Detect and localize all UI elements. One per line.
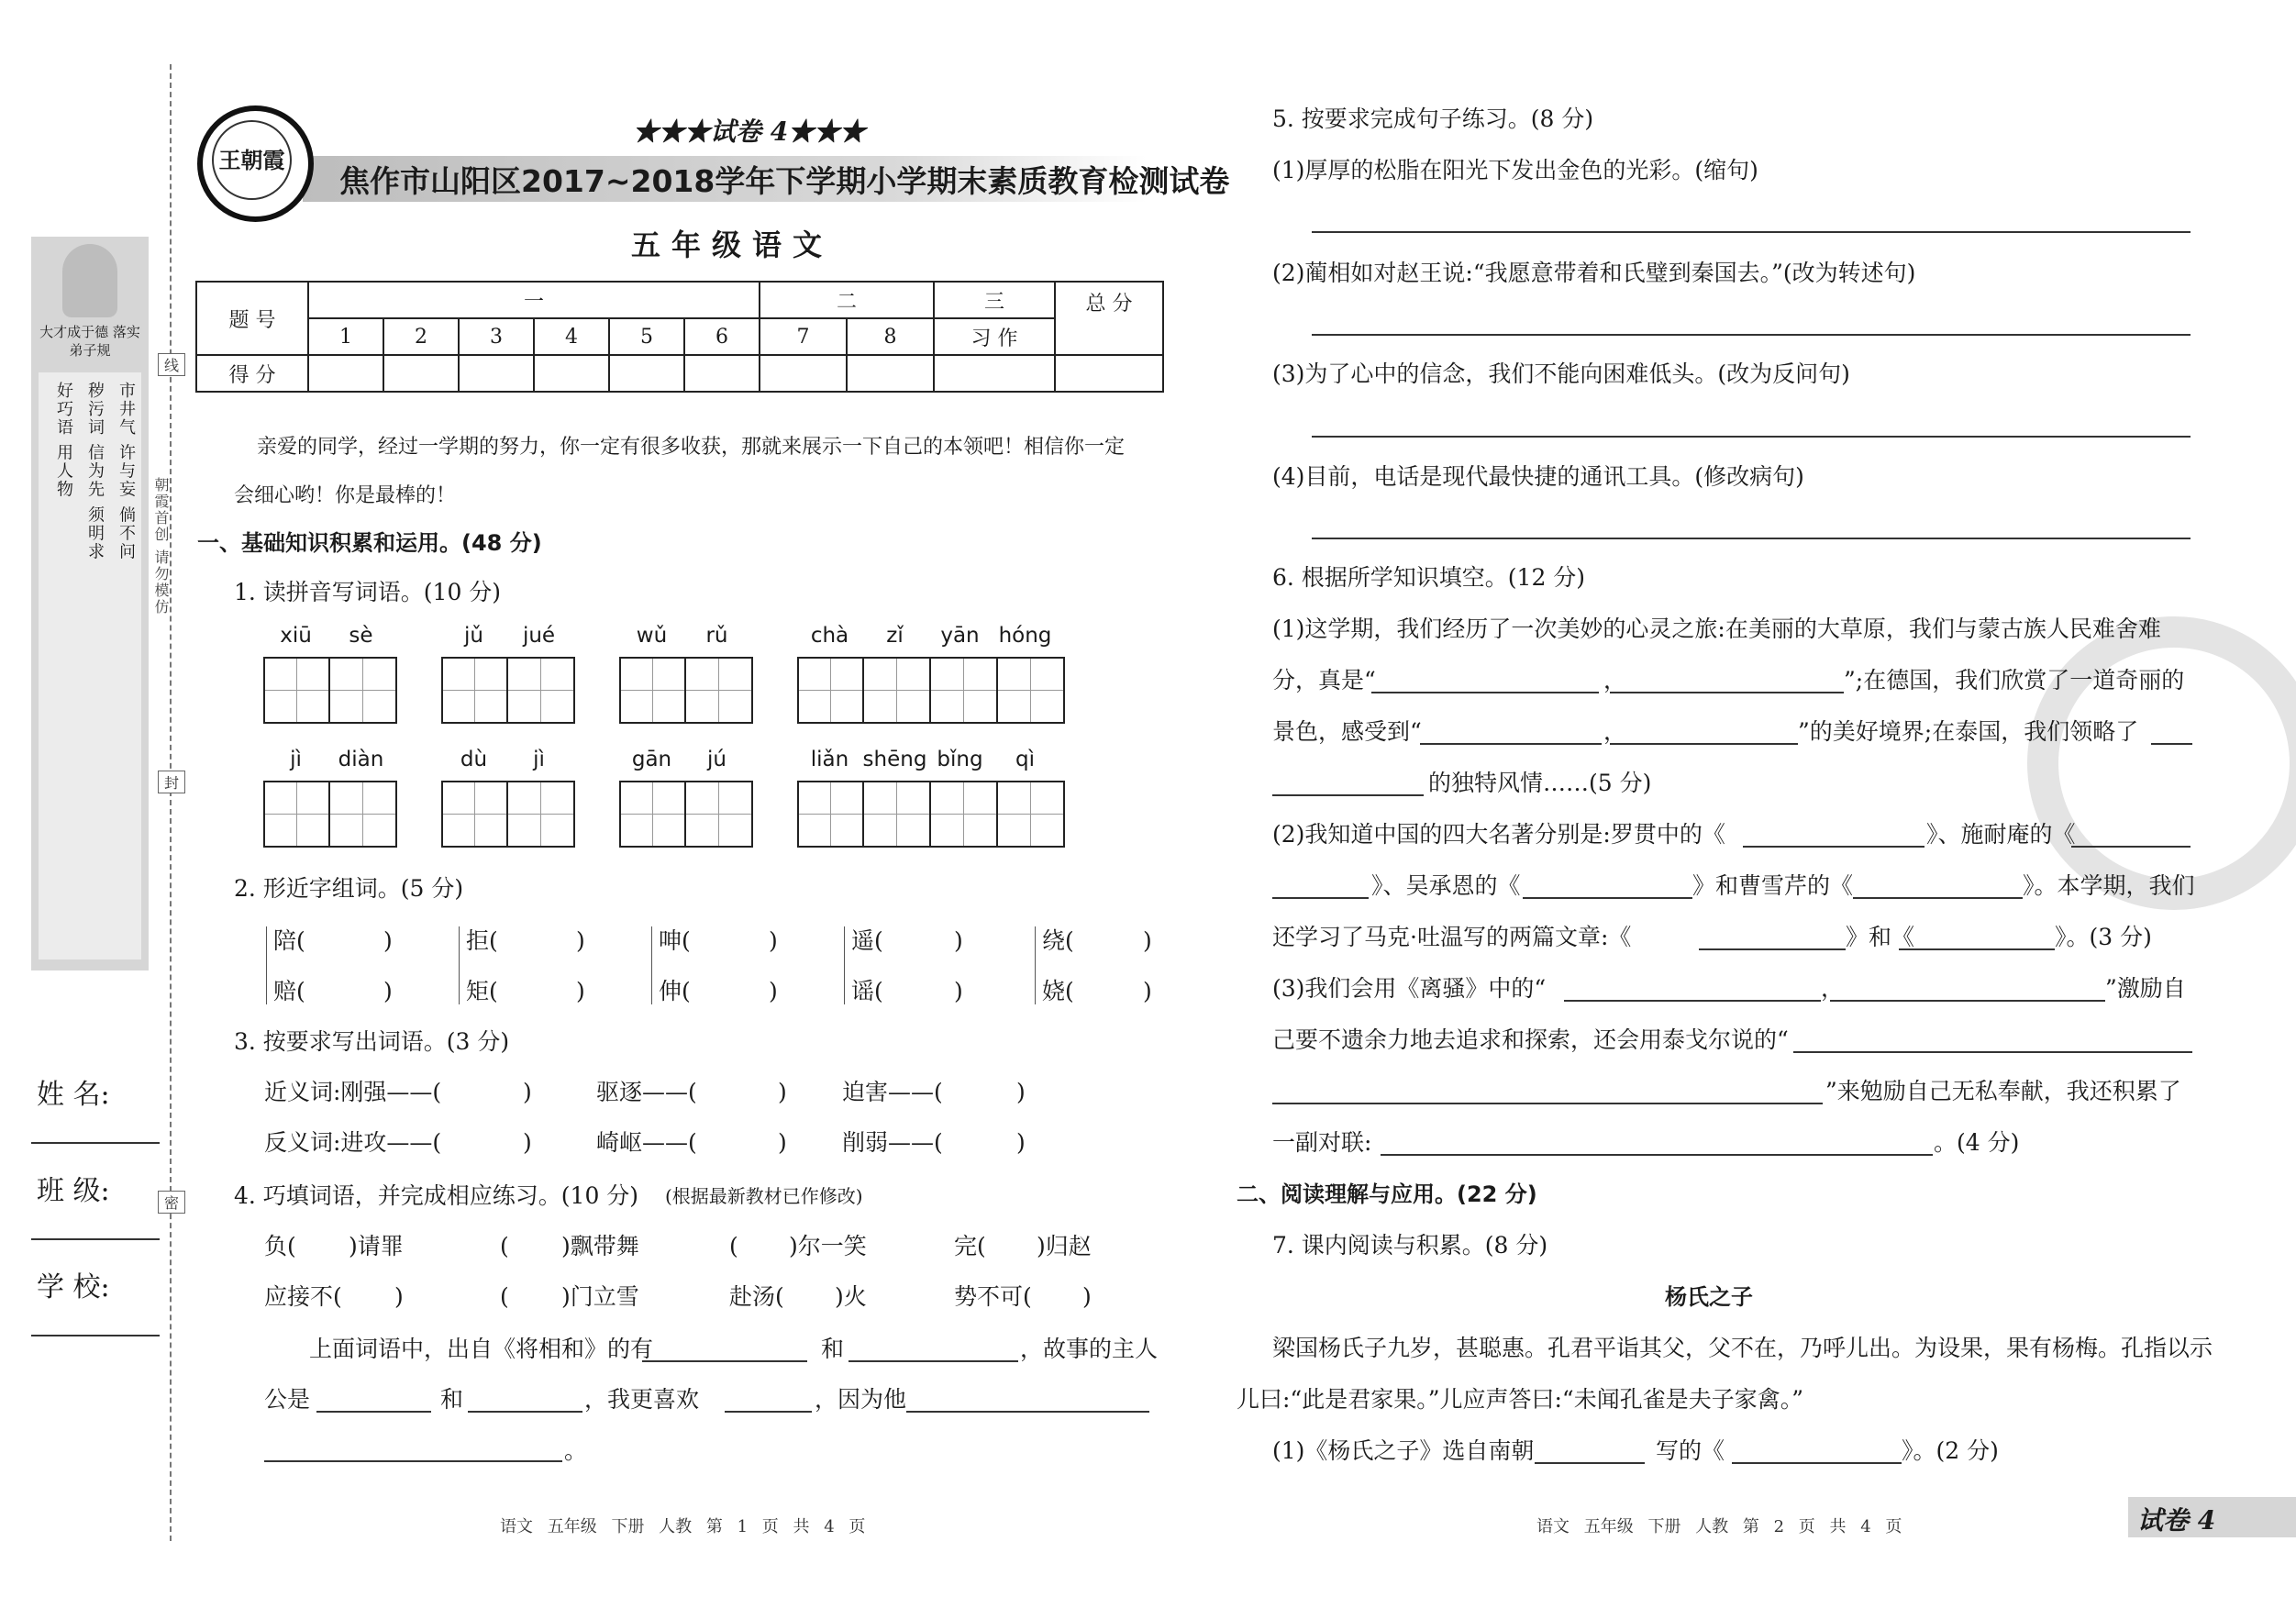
similar-char: 伸(: [659, 978, 691, 1004]
writing-box[interactable]: [931, 657, 998, 724]
answer-line[interactable]: [1312, 334, 2191, 336]
intro-line: 会细心哟！你是最棒的！: [234, 484, 457, 507]
q7-sub: (1)《杨氏之子》选自南朝: [1272, 1437, 1535, 1464]
answer-line[interactable]: [1610, 743, 1798, 745]
pinyin: jì: [533, 748, 545, 771]
school-label: 学 校:: [37, 1271, 110, 1303]
section-1-heading: 一、基础知识积累和运用。(48 分): [197, 530, 542, 556]
writing-box[interactable]: [508, 781, 575, 848]
pinyin-group: [263, 624, 397, 724]
sidebar-panel: [31, 237, 149, 970]
q4-text: ，我更喜欢: [584, 1386, 700, 1413]
score-cell[interactable]: [684, 355, 760, 392]
pinyin: shēng: [862, 748, 927, 771]
score-cell[interactable]: [383, 355, 459, 392]
pinyin: gān: [631, 748, 672, 771]
header-cell: 二: [760, 282, 934, 318]
q6-text: 。(4 分): [1934, 1129, 2020, 1156]
answer-line[interactable]: [1830, 1000, 2105, 1002]
q6-text: 》、吴承恩的《: [1371, 872, 1521, 899]
answer-line[interactable]: [1371, 692, 1599, 693]
paren-close: ): [778, 1079, 787, 1105]
question-cell: 6: [684, 318, 760, 355]
pinyin: zǐ: [886, 624, 904, 648]
bracket-line: [844, 926, 846, 1004]
answer-line[interactable]: [849, 1360, 1018, 1362]
name-field[interactable]: [31, 1142, 160, 1144]
pinyin-group: [441, 624, 575, 724]
q6-text: 己要不遗余力地去追求和探索，还会用泰戈尔说的“: [1272, 1026, 1789, 1053]
header-cell: 三: [934, 282, 1055, 318]
answer-line[interactable]: [1564, 1000, 1821, 1002]
rule-column: 市井气 许与妄 倘不问: [116, 382, 136, 561]
q4-text: 和: [821, 1336, 845, 1362]
pinyin-group: [797, 624, 1065, 724]
header-cell: 一: [308, 282, 760, 318]
pinyin: jǔ: [464, 624, 483, 648]
answer-line[interactable]: [1699, 948, 1846, 950]
idiom-part: )尔一笑: [789, 1233, 867, 1259]
publisher-logo: [197, 105, 314, 222]
q4-text: 上面词语中，出自《将相和》的有: [309, 1336, 654, 1362]
q5-item: (2)蔺相如对赵王说:“我愿意带着和氏璧到秦国去。”(改为转述句): [1272, 260, 1916, 286]
paren-close: ): [383, 978, 393, 1004]
q6-text: 》和曹雪芹的《: [1692, 872, 1854, 899]
answer-line[interactable]: [1743, 846, 1924, 848]
writing-box[interactable]: [998, 781, 1065, 848]
answer-line[interactable]: [316, 1411, 431, 1413]
corner-tag-text: 试卷 4: [2137, 1505, 2216, 1536]
passage-title: 杨氏之子: [1665, 1284, 1753, 1310]
similar-char: 呻(: [659, 927, 691, 954]
pinyin: bǐng: [937, 748, 983, 771]
pinyin: jú: [707, 748, 727, 771]
q6-text: ，: [1603, 667, 1627, 693]
idiom-part: (: [729, 1233, 738, 1259]
q1-title: 1. 读拼音写词语。(10 分): [234, 579, 502, 605]
sidebar-motto: 大才成于德 落实弟子规: [39, 324, 140, 359]
similar-char: 拒(: [466, 927, 498, 954]
antonym-item: 削弱——(: [842, 1129, 943, 1156]
watermark-circle: [2027, 616, 2296, 910]
writing-box[interactable]: [686, 657, 753, 724]
paren-close: ): [523, 1129, 532, 1156]
q4-title: 4. 巧填词语，并完成相应练习。(10 分): [234, 1182, 639, 1209]
score-cell[interactable]: [760, 355, 847, 392]
q7-title: 7. 课内阅读与积累。(8 分): [1272, 1232, 1548, 1259]
class-label: 班 级:: [37, 1175, 110, 1207]
pinyin: rǔ: [705, 624, 728, 648]
pinyin-group: [619, 748, 753, 848]
pinyin-group: [441, 748, 575, 848]
q6-text: (3)我们会用《离骚》中的“: [1272, 975, 1547, 1002]
q4-note: (根据最新教材已作修改): [665, 1185, 863, 1207]
q4-text: ，因为他: [815, 1386, 907, 1413]
paren-close: ): [769, 978, 778, 1004]
answer-line[interactable]: [1312, 231, 2191, 233]
pinyin: liǎn: [810, 748, 849, 771]
q4-text: 和: [440, 1386, 464, 1413]
q7-sub: 写的《: [1656, 1437, 1725, 1464]
q5-item: (4)目前，电话是现代最快捷的通讯工具。(修改病句): [1272, 463, 1804, 490]
answer-line[interactable]: [1272, 897, 1369, 899]
fold-line: [170, 64, 172, 1541]
seal-mi: 密: [158, 1191, 185, 1214]
bracket-line: [459, 926, 460, 1004]
q6-title: 6. 根据所学知识填空。(12 分): [1272, 564, 1586, 591]
pinyin: jué: [522, 624, 556, 648]
answer-line[interactable]: [468, 1411, 582, 1413]
writing-box[interactable]: [931, 781, 998, 848]
pinyin-group: [797, 748, 1065, 848]
footer-left: 语文 五年级 下册 人教 第 1 页 共 4 页: [500, 1517, 866, 1536]
section-2-heading: 二、阅读理解与应用。(22 分): [1237, 1181, 1537, 1207]
question-cell: 8: [847, 318, 934, 355]
q6-text: ”;在德国，我们欣赏了一道奇丽的: [1844, 667, 2185, 693]
test-number: ★★★试卷 4★★★: [633, 116, 866, 147]
idiom-part: 应接不(: [264, 1283, 342, 1310]
score-cell[interactable]: [534, 355, 609, 392]
copyright-note: 朝霞首创 请勿模仿: [152, 477, 170, 616]
answer-line[interactable]: [725, 1411, 812, 1413]
name-label: 姓 名:: [37, 1079, 110, 1111]
q6-text: ”来勉励自己无私奉献，我还积累了: [1825, 1078, 2181, 1104]
answer-line[interactable]: [1899, 948, 2055, 950]
q7-sub: 》。(2 分): [1902, 1437, 1999, 1464]
score-cell[interactable]: [308, 355, 383, 392]
writing-box[interactable]: [508, 657, 575, 724]
q6-text: (2)我知道中国的四大名著分别是:罗贯中的《: [1272, 821, 1725, 848]
q6-text: 还学习了马克·吐温写的两篇文章:《: [1272, 924, 1632, 950]
paren-close: ): [1016, 1079, 1026, 1105]
answer-line[interactable]: [1381, 1154, 1933, 1156]
q5-item: (1)厚厚的松脂在阳光下发出金色的光彩。(缩句): [1272, 157, 1758, 183]
q3-title: 3. 按要求写出词语。(3 分): [234, 1028, 510, 1055]
idiom-part: )飘带舞: [561, 1233, 639, 1259]
header-cell: 题 号: [196, 282, 308, 355]
paren-close: ): [954, 927, 963, 954]
logo-text: 王朝霞: [212, 120, 292, 200]
score-cell[interactable]: [847, 355, 934, 392]
child-figure-icon: [62, 244, 117, 317]
question-cell: 1: [308, 318, 383, 355]
q6-text: ，: [1603, 718, 1627, 745]
pinyin: hóng: [998, 624, 1052, 648]
similar-char: 谣(: [851, 978, 883, 1004]
similar-char: 赔(: [273, 978, 305, 1004]
q2-title: 2. 形近字组词。(5 分): [234, 875, 464, 902]
passage-line: 儿曰:“此是君家果。”儿应声答曰:“未闻孔雀是夫子家禽。”: [1237, 1386, 1803, 1413]
synonym-item: 驱逐——(: [596, 1079, 697, 1105]
antonym-item: 反义词:进攻——(: [264, 1129, 442, 1156]
writing-box[interactable]: [864, 657, 931, 724]
synonym-item: 近义词:刚强——(: [264, 1079, 442, 1105]
score-cell[interactable]: [459, 355, 534, 392]
writing-box[interactable]: [330, 657, 397, 724]
similar-char: 绕(: [1042, 927, 1074, 954]
class-field[interactable]: [31, 1238, 160, 1240]
paren-close: ): [576, 927, 585, 954]
q4-text: ，故事的主人: [1020, 1336, 1159, 1362]
footer-right: 语文 五年级 下册 人教 第 2 页 共 4 页: [1536, 1517, 1902, 1536]
idiom-part: 赴汤(: [729, 1283, 784, 1310]
answer-line[interactable]: [1420, 743, 1602, 745]
paren-close: ): [383, 927, 393, 954]
question-cell: 4: [534, 318, 609, 355]
paren-close: ): [778, 1129, 787, 1156]
answer-line[interactable]: [1732, 1462, 1902, 1464]
q6-text: 一副对联:: [1272, 1129, 1372, 1156]
antonym-item: 崎岖——(: [596, 1129, 697, 1156]
question-cell: 3: [459, 318, 534, 355]
pinyin-group: [263, 748, 397, 848]
pinyin: chà: [810, 624, 849, 648]
pinyin: dù: [460, 748, 488, 771]
question-cell: 习 作: [934, 318, 1055, 355]
q6-text: (1)这学期，我们经历了一次美妙的心灵之旅:在美丽的大草原，我们与蒙古族人民难舍难: [1272, 616, 2161, 642]
writing-box[interactable]: [441, 657, 508, 724]
score-label-cell: 得 分: [196, 355, 308, 392]
q6-text: 的独特风情……(5 分): [1428, 770, 1652, 796]
score-cell[interactable]: [1055, 355, 1163, 392]
writing-box[interactable]: [330, 781, 397, 848]
q6-text: 分，真是“: [1272, 667, 1376, 693]
writing-box[interactable]: [263, 657, 330, 724]
subject-title: 五年级语文: [631, 227, 834, 262]
answer-line[interactable]: [1312, 436, 2191, 438]
idiom-part: )火: [835, 1283, 867, 1310]
writing-box[interactable]: [619, 657, 686, 724]
writing-box[interactable]: [797, 657, 864, 724]
q6-text: 》、施耐庵的《: [1926, 821, 2076, 848]
writing-box[interactable]: [864, 781, 931, 848]
q5-title: 5. 按要求完成句子练习。(8 分): [1272, 105, 1594, 132]
exam-title: 焦作市山阳区2017~2018学年下学期小学期末素质教育检测试卷: [339, 163, 1230, 199]
pinyin: jì: [290, 748, 302, 771]
paren-close: ): [1016, 1129, 1026, 1156]
pinyin: qì: [1015, 748, 1035, 771]
answer-line[interactable]: [1272, 1103, 1823, 1104]
answer-line[interactable]: [1272, 794, 1424, 796]
q6-text: ，: [1821, 975, 1845, 1002]
rule-column: 秽污词 信为先 须明求: [85, 382, 105, 561]
answer-line[interactable]: [264, 1460, 562, 1462]
paren-close: ): [523, 1079, 532, 1105]
answer-line[interactable]: [1853, 897, 2023, 899]
writing-box[interactable]: [263, 781, 330, 848]
rule-column: 好巧语 用人物: [54, 382, 73, 499]
pinyin-group: [619, 624, 753, 724]
paren-close: ): [769, 927, 778, 954]
answer-line[interactable]: [2071, 846, 2191, 848]
q6-text: 景色，感受到“: [1272, 718, 1422, 745]
q6-text: ”的美好境界;在泰国，我们领略了: [1798, 718, 2139, 745]
seal-xian: 线: [158, 353, 185, 376]
q4-text: 公是: [264, 1386, 311, 1413]
writing-box[interactable]: [441, 781, 508, 848]
q5-item: (3)为了心中的信念，我们不能向困难低头。(改为反问句): [1272, 360, 1850, 387]
paren-close: ): [1143, 978, 1152, 1004]
similar-char: 陪(: [273, 927, 305, 954]
answer-line[interactable]: [1312, 538, 2191, 539]
paren-close: ): [1143, 927, 1152, 954]
score-cell[interactable]: [934, 355, 1055, 392]
school-field[interactable]: [31, 1335, 160, 1336]
idiom-part: (: [500, 1283, 509, 1310]
answer-line[interactable]: [642, 1360, 807, 1362]
score-table: [195, 281, 1164, 393]
q6-text: 》和《: [1846, 924, 1915, 950]
seal-feng: 封: [158, 771, 185, 793]
writing-box[interactable]: [797, 781, 864, 848]
answer-line[interactable]: [2151, 743, 2192, 745]
answer-line[interactable]: [1535, 1462, 1645, 1464]
question-cell: 5: [609, 318, 684, 355]
sidebar-rules: [39, 372, 141, 959]
answer-line[interactable]: [1610, 692, 1844, 693]
q6-text: ”激励自: [2105, 975, 2186, 1002]
idiom-part: )归赵: [1037, 1233, 1092, 1259]
pinyin: sè: [349, 624, 373, 648]
q4-text: 。: [564, 1437, 588, 1464]
idiom-part: ): [394, 1283, 404, 1310]
idiom-part: 完(: [954, 1233, 986, 1259]
similar-char: 矩(: [466, 978, 498, 1004]
header-cell: 总 分: [1055, 282, 1163, 355]
writing-box[interactable]: [998, 657, 1065, 724]
pinyin: diàn: [338, 748, 384, 771]
answer-line[interactable]: [906, 1411, 1149, 1413]
bracket-line: [1035, 926, 1037, 1004]
idiom-part: ): [1082, 1283, 1092, 1310]
score-cell[interactable]: [609, 355, 684, 392]
pinyin: wǔ: [636, 624, 668, 648]
pinyin: xiū: [280, 624, 312, 648]
q6-text: 》。本学期，我们: [2023, 872, 2195, 899]
q6-text: 》。(3 分): [2055, 924, 2152, 950]
idiom-part: 势不可(: [954, 1283, 1032, 1310]
answer-line[interactable]: [1793, 1051, 2192, 1053]
synonym-item: 迫害——(: [842, 1079, 943, 1105]
pinyin: yān: [940, 624, 980, 648]
paren-close: ): [576, 978, 585, 1004]
question-cell: 7: [760, 318, 847, 355]
bracket-line: [651, 926, 653, 1004]
paren-close: ): [954, 978, 963, 1004]
similar-char: 遥(: [851, 927, 883, 954]
passage-line: 梁国杨氏子九岁，甚聪惠。孔君平诣其父，父不在，乃呼儿出。为设果，果有杨梅。孔指以示: [1272, 1335, 2213, 1361]
question-cell: 2: [383, 318, 459, 355]
intro-line: 亲爱的同学，经过一学期的努力，你一定有很多收获，那就来展示一下自己的本领吧！相信你一定: [257, 436, 1126, 459]
idiom-part: )请罪: [349, 1233, 404, 1259]
idiom-part: )门立雪: [561, 1283, 639, 1310]
similar-char: 娆(: [1042, 978, 1074, 1004]
idiom-part: (: [500, 1233, 509, 1259]
answer-line[interactable]: [1523, 897, 1692, 899]
bracket-line: [266, 926, 268, 1004]
writing-box[interactable]: [619, 781, 686, 848]
writing-box[interactable]: [686, 781, 753, 848]
idiom-part: 负(: [264, 1233, 296, 1259]
